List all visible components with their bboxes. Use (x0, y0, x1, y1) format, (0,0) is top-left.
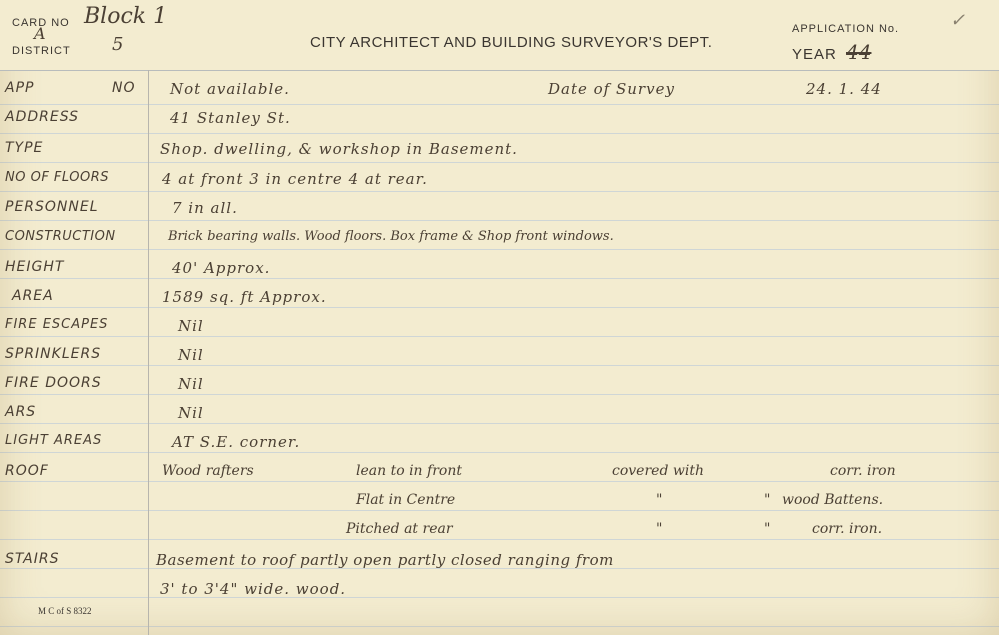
fire-escapes-label: FIRE ESCAPES (5, 317, 109, 332)
form-code: M C of S 8322 (38, 606, 92, 616)
stairs-line2: 3' to 3'4" wide. wood. (160, 580, 347, 598)
sprinklers-label: SPRINKLERS (5, 346, 102, 362)
roof-line2-ditto: " (764, 492, 771, 508)
district-value: 5 (112, 34, 124, 55)
district-mark: A (34, 24, 46, 43)
light-areas-label: LIGHT AREAS (5, 433, 103, 448)
roof-label: ROOF (5, 463, 49, 479)
app-label: APP (5, 80, 35, 96)
roof-line1-covering: corr. iron (830, 463, 896, 479)
column-divider (148, 70, 149, 635)
sprinklers-value: Nil (178, 346, 204, 364)
dept-title: CITY ARCHITECT AND BUILDING SURVEYOR'S DEPT. (310, 34, 713, 51)
year-value: 44 (846, 40, 872, 64)
area-label: AREA (12, 288, 54, 304)
height-value: 40' Approx. (172, 259, 271, 277)
roof-line3-ditto: " (764, 521, 771, 537)
area-value: 1589 sq. ft Approx. (162, 288, 327, 306)
type-value: Shop. dwelling, & workshop in Basement. (160, 140, 518, 158)
roof-line1-material: Wood rafters (162, 463, 254, 479)
height-label: HEIGHT (5, 259, 65, 275)
year-label: YEAR (792, 46, 837, 63)
card-no-value: Block 1 (84, 4, 168, 29)
tick-mark: ✓ (950, 10, 966, 31)
construction-value: Brick bearing walls. Wood floors. Box frame & Shop front windows. (168, 229, 614, 244)
address-value: 41 Stanley St. (170, 109, 291, 127)
floors-value: 4 at front 3 in centre 4 at rear. (162, 170, 428, 188)
roof-line3-ditto: " (656, 521, 663, 537)
floors-label: NO OF FLOORS (5, 170, 110, 185)
fire-escapes-value: Nil (178, 317, 204, 335)
address-label: ADDRESS (5, 109, 79, 125)
app-value: Not available. (170, 80, 290, 98)
roof-line2-covering: wood Battens. (782, 492, 884, 508)
survey-date: 24. 1. 44 (806, 80, 882, 98)
card-no-label: CARD NO (12, 17, 70, 29)
fire-doors-value: Nil (178, 375, 204, 393)
no-label: NO (112, 80, 136, 96)
stairs-line1: Basement to roof partly open partly closed ranging from (156, 551, 614, 569)
district-label: DISTRICT (12, 45, 71, 57)
roof-line1-section: lean to in front (356, 463, 462, 479)
ars-label: ARS (5, 404, 37, 420)
roof-line2-ditto: " (656, 492, 663, 508)
personnel-value: 7 in all. (172, 199, 238, 217)
personnel-label: PERSONNEL (5, 199, 99, 215)
ars-value: Nil (178, 404, 204, 422)
roof-line3-covering: corr. iron. (812, 521, 883, 537)
roof-line2-section: Flat in Centre (356, 492, 456, 508)
type-label: TYPE (5, 140, 44, 156)
survey-label: Date of Survey (548, 80, 675, 98)
application-label: APPLICATION No. (792, 23, 900, 35)
roof-line3-section: Pitched at rear (346, 521, 453, 537)
fire-doors-label: FIRE DOORS (5, 375, 102, 391)
roof-line1-covered: covered with (612, 463, 704, 479)
construction-label: CONSTRUCTION (5, 229, 116, 244)
light-areas-value: AT S.E. corner. (172, 433, 301, 451)
stairs-label: STAIRS (5, 551, 60, 567)
